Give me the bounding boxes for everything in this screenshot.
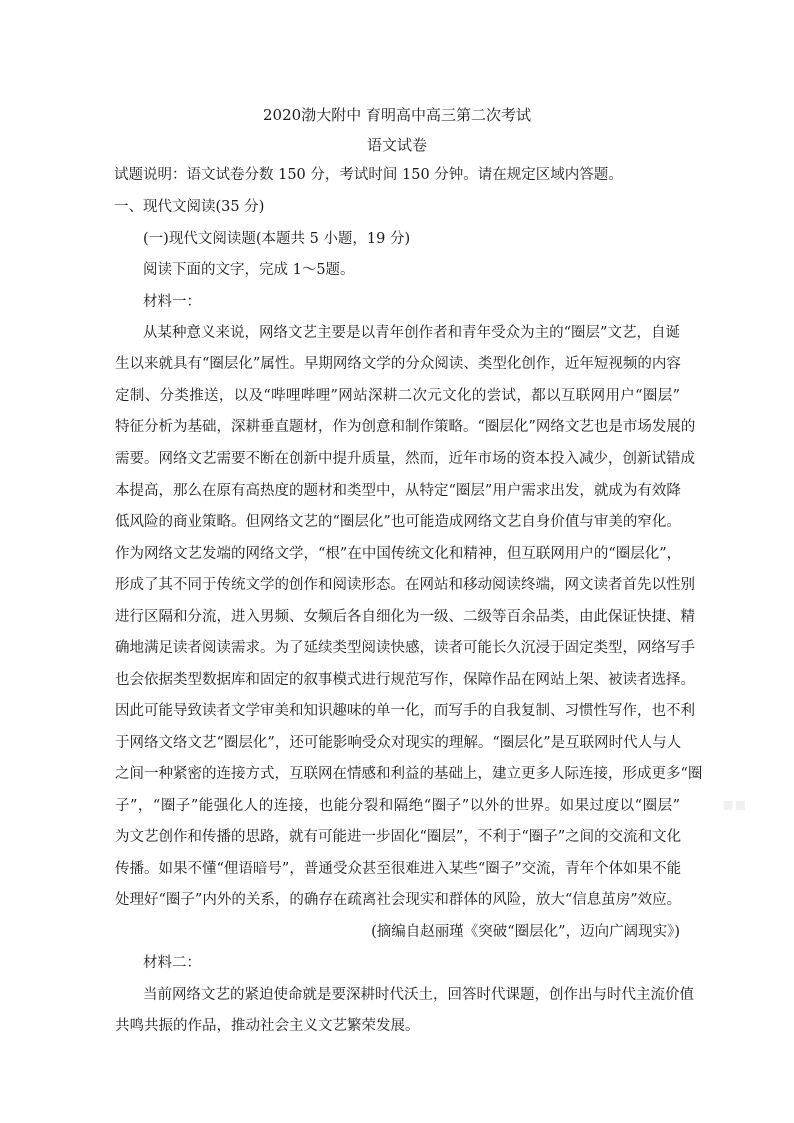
reading-prompt: 阅读下面的文字，完成 1～5题。 xyxy=(143,262,355,278)
paragraph-line: 也会依据类型数据库和固定的叙事模式进行规范写作，保障作品在网站上架、被读者选择。 xyxy=(115,672,695,688)
paragraph-line: 定制、分类推送，以及“哔哩哔哩”网站深耕二次元文化的尝试，都以互联网用户“圈层” xyxy=(115,388,680,404)
material-two-label: 材料二： xyxy=(143,955,201,971)
paragraph-line: 生以来就具有“圈层化”属性。早期网络文学的分众阅读、类型化创作，近年短视频的内容 xyxy=(115,356,681,372)
paragraph-line: 确地满足读者阅读需求。为了延续类型阅读快感，读者可能长久沉浸于固定类型，网络写手 xyxy=(115,640,695,656)
exam-title: 2020渤大附中 育明高中高三第二次考试 xyxy=(263,106,531,124)
paragraph-line: 从某种意义来说，网络文艺主要是以青年创作者和青年受众为主的“圈层”文艺，自诞 xyxy=(143,325,680,341)
paragraph-line: 当前网络文艺的紧迫使命就是要深耕时代沃土，回答时代课题，创作出与时代主流价值 xyxy=(143,987,694,1003)
paragraph-line: 为文艺创作和传播的思路，就有可能进一步固化“圈层”，不利于“圈子”之间的交流和文化 xyxy=(115,829,682,845)
paragraph-line: 之间一种紧密的连接方式，互联网在情感和利益的基础上，建立更多人际连接，形成更多“圈 xyxy=(115,766,703,782)
paragraph-line: 处理好“圈子”内外的关系，的确存在疏离社会现实和群体的风险，放大“信息茧房”效应。 xyxy=(115,892,682,908)
paragraph-line: 形成了其不同于传统文学的创作和阅读形态。在网站和移动阅读终端，网文读者首先以性别 xyxy=(115,577,695,593)
exam-instructions: 试题说明：语文试卷分数 150 分，考试时间 150 分钟。请在规定区域内答题。 xyxy=(114,167,623,183)
paragraph-line: 传播。如果不懂“俚语暗号”，普通受众甚至很难进入某些“圈子”交流，青年个体如果不能 xyxy=(115,861,682,877)
paragraph-line: 进行区隔和分流，进入男频、女频后各自细化为一级、二级等百余品类，由此保证快捷、精 xyxy=(115,609,695,625)
paragraph-line: 低风险的商业策略。但网络文艺的“圈层化”也可能造成网络文艺自身价值与审美的窄化。 xyxy=(115,514,681,530)
material-one-source: (摘编自赵丽瑾《突破“圈层化”，迈向广阔现实》) xyxy=(371,924,680,940)
paragraph-line: 共鸣共振的作品，推动社会主义文艺繁荣发展。 xyxy=(115,1018,420,1034)
part-heading: (一)现代文阅读题(本题共 5 小题，19 分) xyxy=(143,231,411,247)
section-heading: 一、现代文阅读(35 分) xyxy=(114,199,265,215)
exam-subtitle: 语文试卷 xyxy=(366,136,427,154)
paragraph-line: 因此可能导致读者文学审美和知识趣味的单一化，而写手的自我复制、习惯性写作，也不利 xyxy=(115,703,695,719)
paragraph-line: 作为网络文艺发端的网络文学，“根”在中国传统文化和精神，但互联网用户的“圈层化”， xyxy=(115,546,682,562)
paragraph-line: 子”，“圈子”能强化人的连接，也能分裂和隔绝“圈子”以外的世界。如果过度以“圈层” xyxy=(115,798,680,814)
faint-watermark: ▪▪ xyxy=(722,794,747,815)
paragraph-line: 本提高，那么在原有高热度的题材和类型中，从特定“圈层”用户需求出发，就成为有效降 xyxy=(115,483,681,499)
material-one-label: 材料一： xyxy=(143,294,201,310)
paragraph-line: 于网络文络文艺“圈层化”，还可能影响受众对现实的理解。“圈层化”是互联网时代人与人 xyxy=(115,735,682,751)
paragraph-line: 特征分析为基础，深耕垂直题材，作为创意和制作策略。“圈层化”网络文艺也是市场发展的 xyxy=(115,419,696,435)
paragraph-line: 需要。网络文艺需要不断在创新中提升质量，然而，近年市场的资本投入减少，创新试错成 xyxy=(115,451,695,467)
